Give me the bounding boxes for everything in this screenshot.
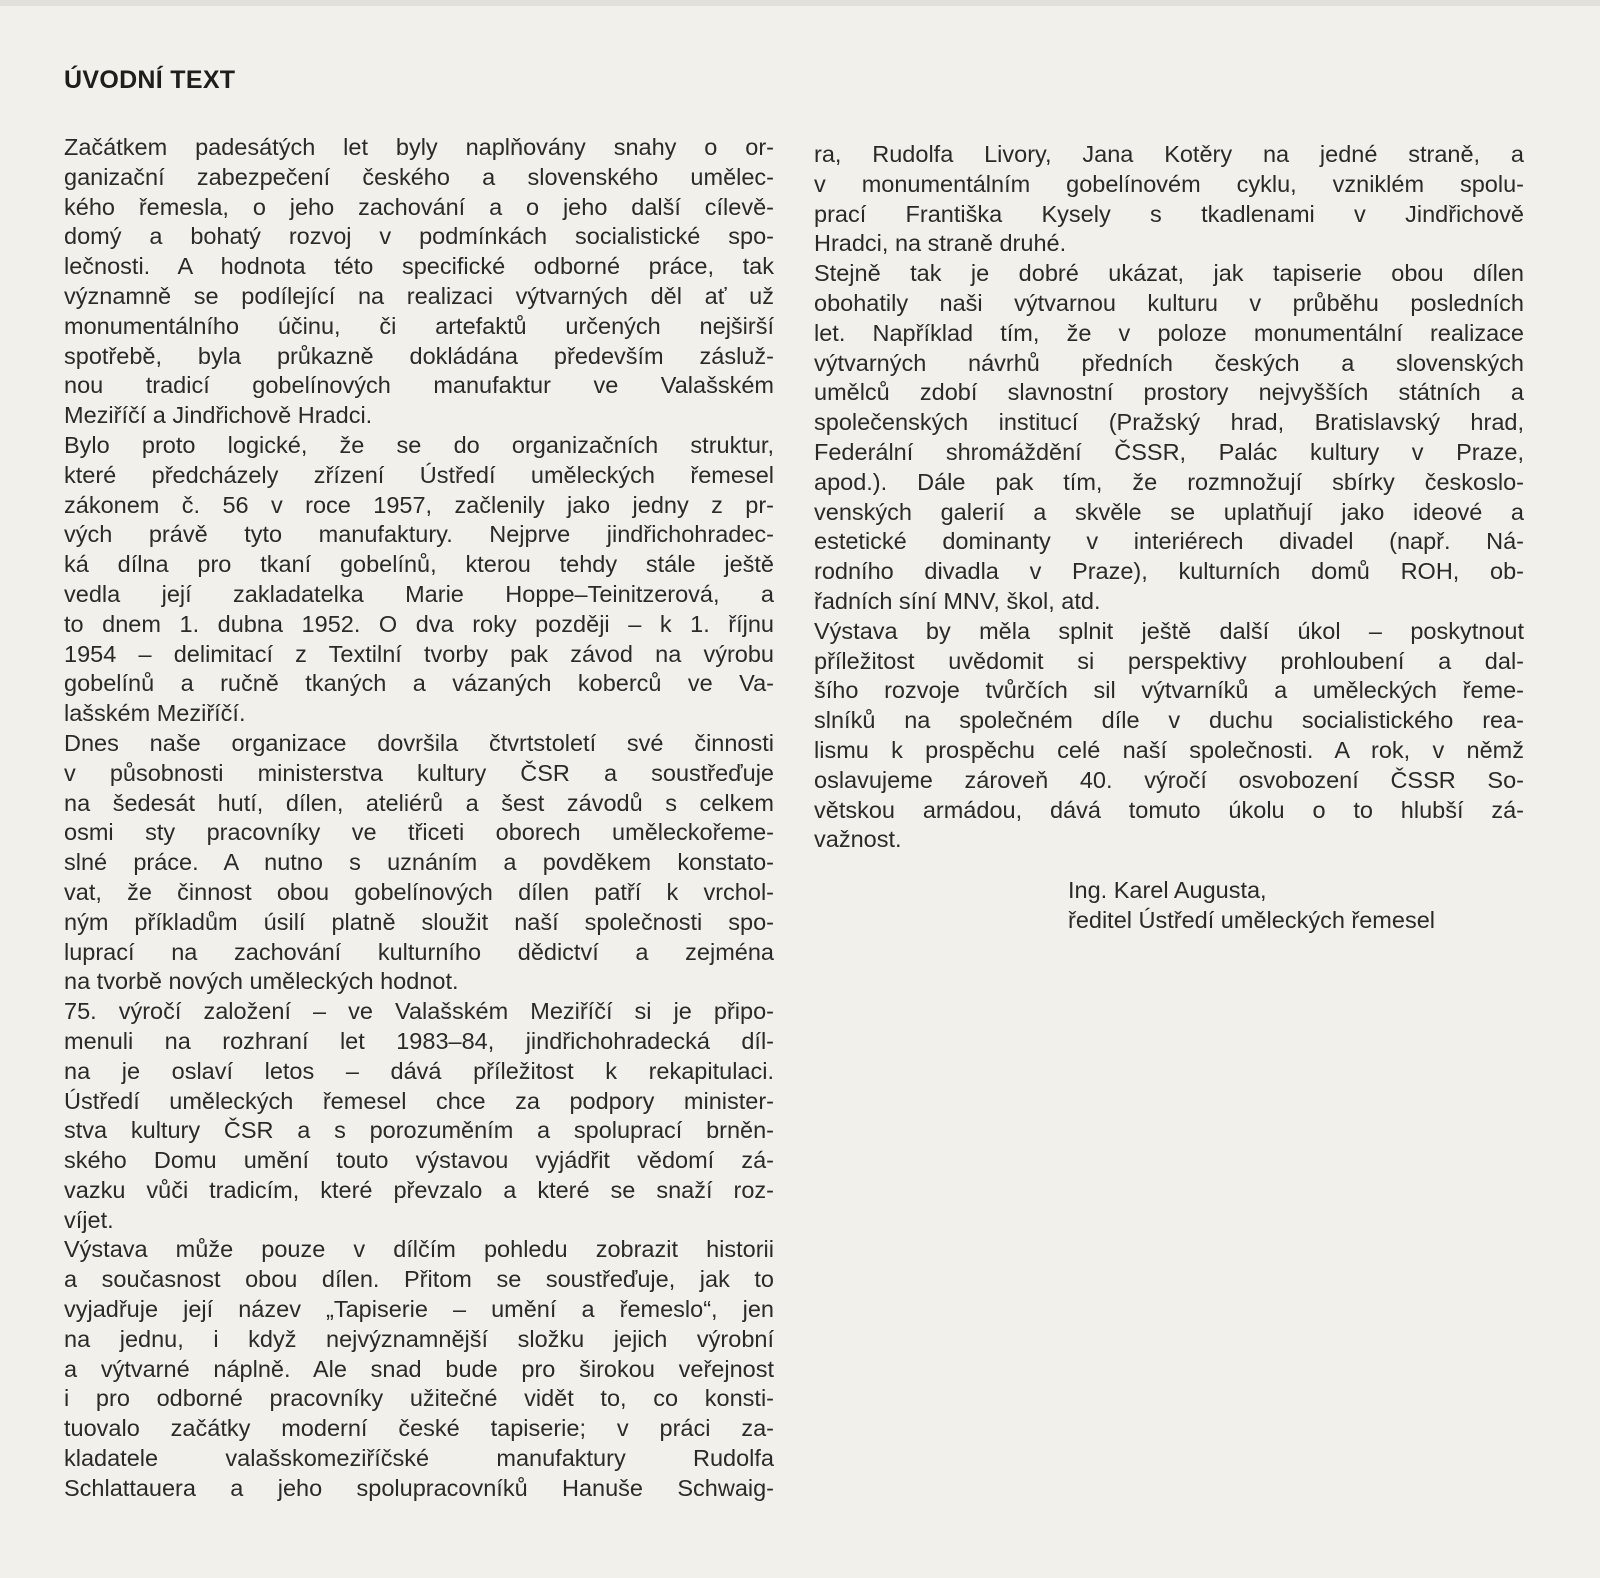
text-line: společenských institucí (Pražský hrad, Bratislavský hrad, bbox=[814, 409, 1524, 436]
paragraph bbox=[64, 997, 774, 1235]
text-line: vyjadřuje její název „Tapiserie – umění a řemeslo“, jen bbox=[64, 1296, 774, 1323]
text-line: kladatele valašskomeziříčské manufaktury Rudolfa bbox=[64, 1445, 774, 1472]
text-line: Meziříčí a Jindřichově Hradci. bbox=[64, 402, 373, 429]
text-line: spotřebě, byla průkazně dokládána především zásluž- bbox=[64, 342, 774, 369]
text-line: nou tradicí gobelínových manufaktur ve Valašském bbox=[64, 372, 774, 399]
text-line: 75. výročí založení – ve Valašském Meziříčí si je připo- bbox=[64, 998, 774, 1025]
text-line: zákonem č. 56 v roce 1957, začlenily jako jedny z pr- bbox=[64, 491, 774, 518]
text-line: to dnem 1. dubna 1952. O dva roky později – k 1. říjnu bbox=[64, 610, 774, 637]
text-line: výtvarných návrhů předních českých a slovenských bbox=[814, 349, 1524, 376]
text-line: slné práce. A nutno s uznáním a povděkem konstato- bbox=[64, 849, 774, 876]
text-line: v monumentálním gobelínovém cyklu, vzniklém spolu- bbox=[814, 170, 1524, 197]
text-line: větskou armádou, dává tomuto úkolu o to hlubší zá- bbox=[814, 796, 1524, 823]
text-line: lismu k prospěchu celé naší společnosti. A rok, v němž bbox=[814, 736, 1524, 763]
paragraph bbox=[814, 259, 1524, 617]
text-line: ského Domu umění touto výstavou vyjádřit vědomí zá- bbox=[64, 1147, 774, 1174]
text-line: kého řemesla, o jeho zachování a o jeho další cílevě- bbox=[64, 193, 774, 220]
signature-name: Ing. Karel Augusta, bbox=[1068, 877, 1267, 903]
text-line: ra, Rudolfa Livory, Jana Kotěry na jedné straně, a bbox=[814, 141, 1524, 167]
text-line: Hradci, na straně druhé. bbox=[814, 230, 1067, 257]
text-line: slníků na společném díle v duchu socialistického rea- bbox=[814, 707, 1524, 734]
page-top-edge bbox=[0, 0, 1600, 6]
text-line: které předcházely zřízení Ústředí uměleckých řemesel bbox=[64, 461, 774, 488]
text-line: lečnosti. A hodnota této specifické odborné práce, tak bbox=[64, 253, 774, 280]
text-line: luprací na zachování kulturního dědictví a zejména bbox=[64, 938, 774, 965]
paragraph bbox=[814, 140, 1524, 259]
paragraph bbox=[64, 431, 774, 729]
text-line: monumentálního účinu, či artefaktů určených nejširší bbox=[64, 312, 774, 339]
signature-role: ředitel Ústředí uměleckých řemesel bbox=[1068, 907, 1435, 933]
text-line: na jednu, i když nejvýznamnější složku jejich výrobní bbox=[64, 1325, 774, 1352]
text-line: osmi sty pracovníky ve třiceti oborech uměleckořeme- bbox=[64, 819, 774, 846]
text-line: řadních síní MNV, škol, atd. bbox=[814, 587, 1101, 614]
text-line: vých právě tyto manufaktury. Nejprve jindřichohradec- bbox=[64, 521, 774, 548]
text-line: ným příkladům úsilí platně sloužit naší společnosti spo- bbox=[64, 908, 774, 935]
text-line: na je oslaví letos – dává příležitost k rekapitulaci. bbox=[64, 1057, 774, 1084]
text-line: Dnes naše organizace dovršila čtvrtstoletí své činnosti bbox=[64, 729, 774, 756]
text-line: v působnosti ministerstva kultury ČSR a soustřeďuje bbox=[64, 759, 774, 786]
paragraph bbox=[814, 617, 1524, 855]
text-line: i pro odborné pracovníky užitečné vidět to, co konsti- bbox=[64, 1385, 774, 1412]
text-line: umělců zdobí slavnostní prostory nejvyšších státních a bbox=[814, 379, 1524, 406]
text-line: na šedesát hutí, dílen, ateliérů a šest závodů s celkem bbox=[64, 789, 774, 816]
text-line: let. Například tím, že v poloze monumentální realizace bbox=[814, 319, 1524, 346]
text-line: Bylo proto logické, že se do organizačních struktur, bbox=[64, 431, 774, 458]
text-line: Schlattauera a jeho spolupracovníků Hanuše Schwaig- bbox=[64, 1474, 774, 1501]
text-line: Výstava může pouze v dílčím pohledu zobrazit historii bbox=[64, 1236, 774, 1263]
text-line: menuli na rozhraní let 1983–84, jindřichohradecká díl- bbox=[64, 1027, 774, 1054]
text-line: vedla její zakladatelka Marie Hoppe–Teinitzerová, a bbox=[64, 580, 774, 607]
text-line: stva kultury ČSR a s porozuměním a spoluprací brněn- bbox=[64, 1117, 774, 1144]
text-line: Federální shromáždění ČSSR, Palác kultury v Praze, bbox=[814, 438, 1524, 465]
text-line: Stejně tak je dobré ukázat, jak tapiserie obou dílen bbox=[814, 260, 1524, 287]
text-line: vazku vůči tradicím, které převzalo a které se snaží roz- bbox=[64, 1176, 774, 1203]
text-line: 1954 – delimitací z Textilní tvorby pak závod na výrobu bbox=[64, 640, 774, 667]
text-line: na tvorbě nových uměleckých hodnot. bbox=[64, 968, 459, 995]
text-line: a současnost obou dílen. Přitom se soustřeďuje, jak to bbox=[64, 1266, 774, 1293]
text-line: gobelínů a ručně tkaných a vázaných koberců ve Va- bbox=[64, 670, 774, 697]
text-line: oslavujeme zároveň 40. výročí osvobození ČSSR So- bbox=[814, 766, 1524, 793]
text-line: víjet. bbox=[64, 1206, 114, 1233]
text-line: vat, že činnost obou gobelínových dílen patří k vrchol- bbox=[64, 878, 774, 905]
text-line: ká dílna pro tkaní gobelínů, kterou tehdy stále ještě bbox=[64, 551, 774, 578]
text-line: ganizační zabezpečení českého a slovenského umělec- bbox=[64, 163, 774, 190]
text-line: Ústředí uměleckých řemesel chce za podpory minister- bbox=[64, 1087, 774, 1114]
paragraph bbox=[64, 1235, 774, 1503]
text-line: rodního divadla v Praze), kulturních domů ROH, ob- bbox=[814, 558, 1524, 585]
paragraph bbox=[64, 133, 774, 431]
text-line: tuovalo začátky moderní české tapiserie; v práci za- bbox=[64, 1415, 774, 1442]
text-line: važnost. bbox=[814, 826, 902, 853]
page-title: ÚVODNÍ TEXT bbox=[64, 66, 236, 94]
text-line: významně se podílející na realizaci výtvarných děl ať už bbox=[64, 282, 774, 309]
text-line: šího rozvoje tvůrčích sil výtvarníků a uměleckých řeme- bbox=[814, 677, 1524, 704]
text-line: příležitost uvědomit si perspektivy prohloubení a dal- bbox=[814, 647, 1524, 674]
text-line: obohatily naši výtvarnou kulturu v průběhu posledních bbox=[814, 289, 1524, 316]
right-column bbox=[814, 140, 1524, 855]
text-line: venských galerií a skvěle se uplatňují jako ideové a bbox=[814, 498, 1524, 525]
text-line: Začátkem padesátých let byly naplňovány snahy o or- bbox=[64, 134, 774, 160]
paragraph bbox=[64, 729, 774, 997]
text-line: domý a bohatý rozvoj v podmínkách socialistické spo- bbox=[64, 223, 774, 250]
text-line: apod.). Dále pak tím, že rozmnožují sbírky českoslo- bbox=[814, 468, 1524, 495]
text-line: estetické dominanty v interiérech divadel (např. Ná- bbox=[814, 528, 1524, 555]
left-column bbox=[64, 133, 774, 1504]
text-line: Výstava by měla splnit ještě další úkol – poskytnout bbox=[814, 617, 1524, 644]
text-line: a výtvarné náplně. Ale snad bude pro širokou veřejnost bbox=[64, 1355, 774, 1382]
text-line: prací Františka Kysely s tkadlenami v Jindřichově bbox=[814, 200, 1524, 227]
text-line: lašském Meziříčí. bbox=[64, 700, 246, 727]
